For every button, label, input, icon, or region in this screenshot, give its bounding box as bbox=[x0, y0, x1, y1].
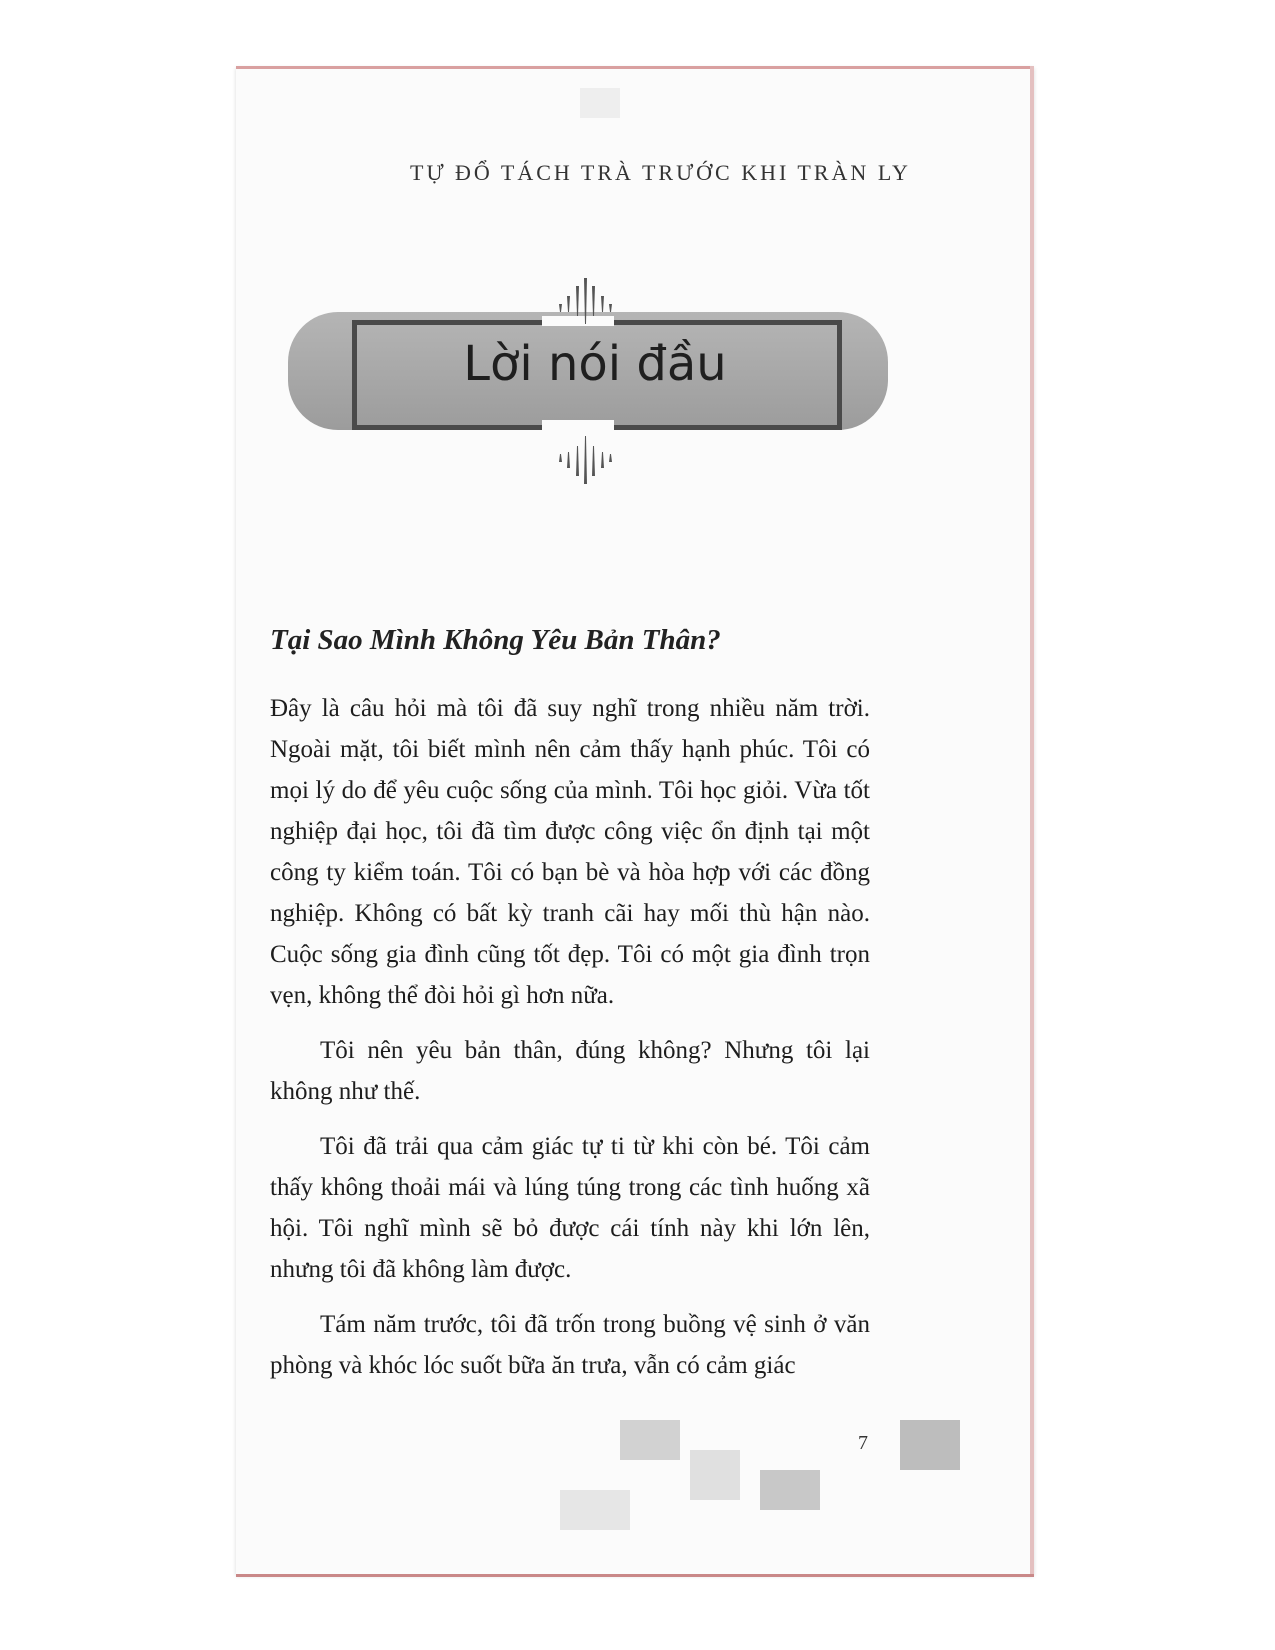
page-edge bbox=[236, 1574, 1034, 1577]
page-number: 7 bbox=[858, 1432, 868, 1454]
running-head: TỰ ĐỔ TÁCH TRÀ TRƯỚC KHI TRÀN LY bbox=[410, 160, 911, 185]
paragraph: Tôi nên yêu bản thân, đúng không? Nhưng tôi lại không như thế. bbox=[270, 1037, 870, 1105]
decorative-square bbox=[690, 1450, 740, 1500]
chapter-title-banner bbox=[280, 258, 910, 508]
paragraph: Tôi đã trải qua cảm giác tự ti từ khi còn bé. Tôi cảm thấy không thoải mái và lúng túng trong các tình huống xã hội. Tôi nghĩ mình sẽ bỏ được cái tính này khi lớn lên, nhưng tôi đã không làm được. bbox=[270, 1133, 870, 1283]
page-edge bbox=[1030, 66, 1034, 1576]
paragraph: Tám năm trước, tôi đã trốn trong buồng vệ sinh ở văn phòng và khóc lóc suốt bữa ăn trưa, vẫn có cảm giác bbox=[270, 1311, 870, 1379]
ornament-icon bbox=[550, 436, 620, 486]
page-edge bbox=[236, 66, 1034, 69]
decorative-square bbox=[900, 1420, 960, 1470]
ornament-icon bbox=[550, 278, 620, 328]
frame-gap bbox=[542, 420, 614, 430]
chapter-title: Lời nói đầu bbox=[463, 336, 727, 392]
paragraph: Đây là câu hỏi mà tôi đã suy nghĩ trong nhiều năm trời. Ngoài mặt, tôi biết mình nên cảm thấy hạnh phúc. Tôi có mọi lý do để yêu cuộc sống của mình. Tôi học giỏi. Vừa tốt nghiệp đại học, tôi đã tìm được công việc ổn định tại một công ty kiểm toán. Tôi có bạn bè và hòa hợp với các đồng nghiệp. Không có bất kỳ tranh cãi hay mối thù hận nào. Cuộc sống gia đình cũng tốt đẹp. Tôi có một gia đình trọn vẹn, không thể đòi hỏi gì hơn nữa. bbox=[270, 695, 870, 1009]
section-heading: Tại Sao Mình Không Yêu Bản Thân? bbox=[270, 624, 721, 656]
decorative-square bbox=[580, 88, 620, 118]
decorative-square bbox=[620, 1420, 680, 1460]
decorative-square bbox=[760, 1470, 820, 1510]
decorative-square bbox=[560, 1490, 630, 1530]
body-text bbox=[270, 688, 870, 1400]
